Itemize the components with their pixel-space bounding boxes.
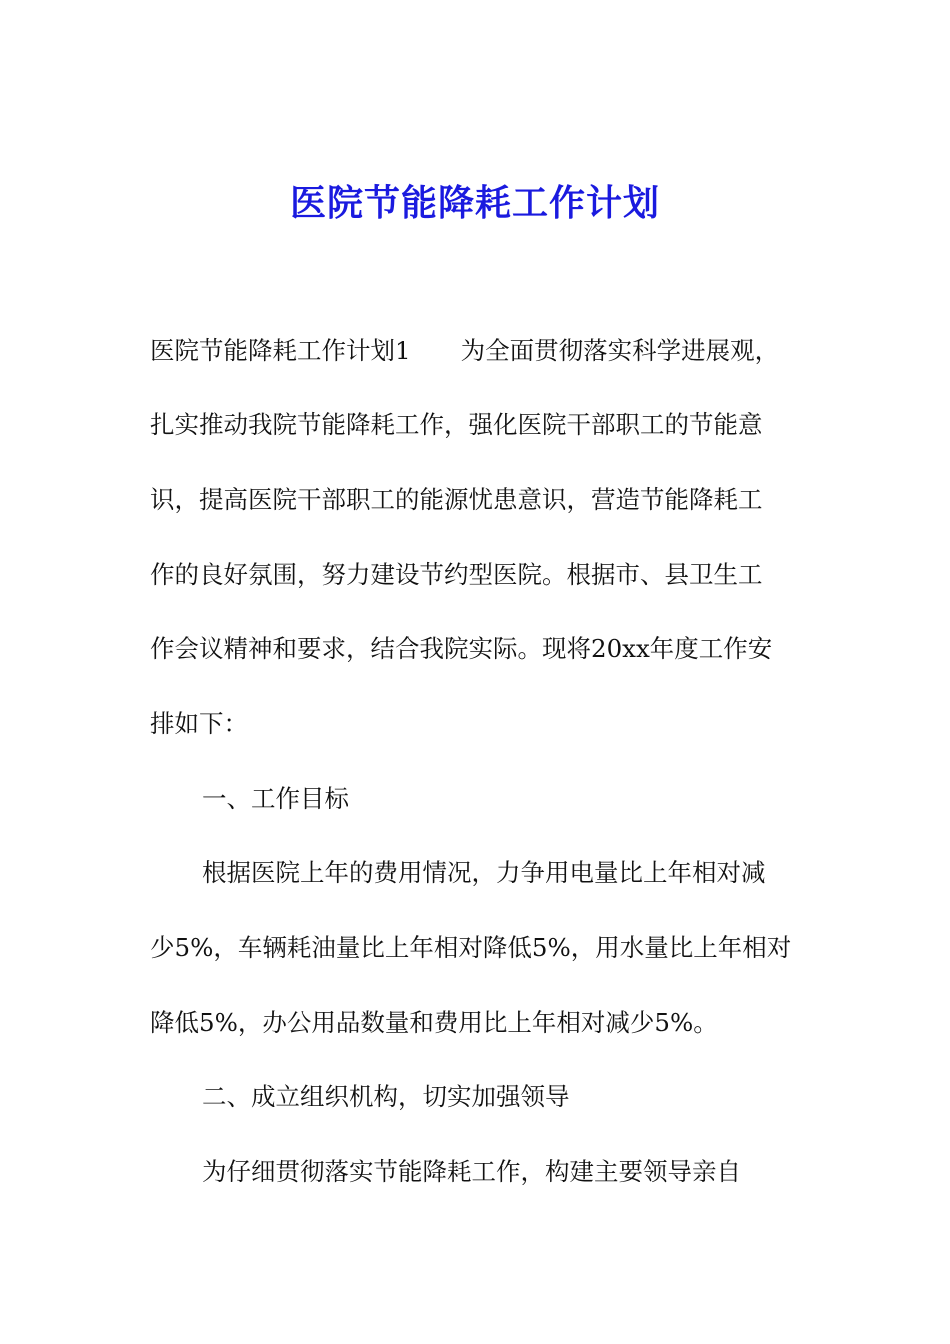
paragraph-text: 为全面贯彻落实科学进展观， <box>460 336 780 365</box>
section-heading-inline: 医院节能降耗工作计划1 <box>150 336 411 365</box>
section-heading: 一、工作目标 <box>202 784 349 813</box>
paragraph-line: 作的良好氛围，努力建设节约型医院。根据市、县卫生工 <box>150 560 763 589</box>
paragraph-line: 识，提高医院干部职工的能源忧患意识，营造节能降耗工 <box>150 485 763 514</box>
paragraph-line: 降低5%，办公用品数量和费用比上年相对减少5%。 <box>150 1008 718 1037</box>
section-heading: 二、成立组织机构，切实加强领导 <box>202 1082 570 1111</box>
paragraph-line: 根据医院上年的费用情况，力争用电量比上年相对减 <box>202 858 766 887</box>
document-title: 医院节能降耗工作计划 <box>289 182 660 224</box>
paragraph-line: 少5%，车辆耗油量比上年相对降低5%，用水量比上年相对 <box>150 933 792 962</box>
paragraph-line: 作会议精神和要求，结合我院实际。现将20xx年度工作安 <box>150 634 773 663</box>
paragraph-line: 扎实推动我院节能降耗工作，强化医院干部职工的节能意 <box>150 410 763 439</box>
paragraph-line: 为仔细贯彻落实节能降耗工作，构建主要领导亲自 <box>202 1157 741 1186</box>
paragraph-line: 排如下： <box>150 709 248 738</box>
paragraph-line <box>150 334 779 368</box>
